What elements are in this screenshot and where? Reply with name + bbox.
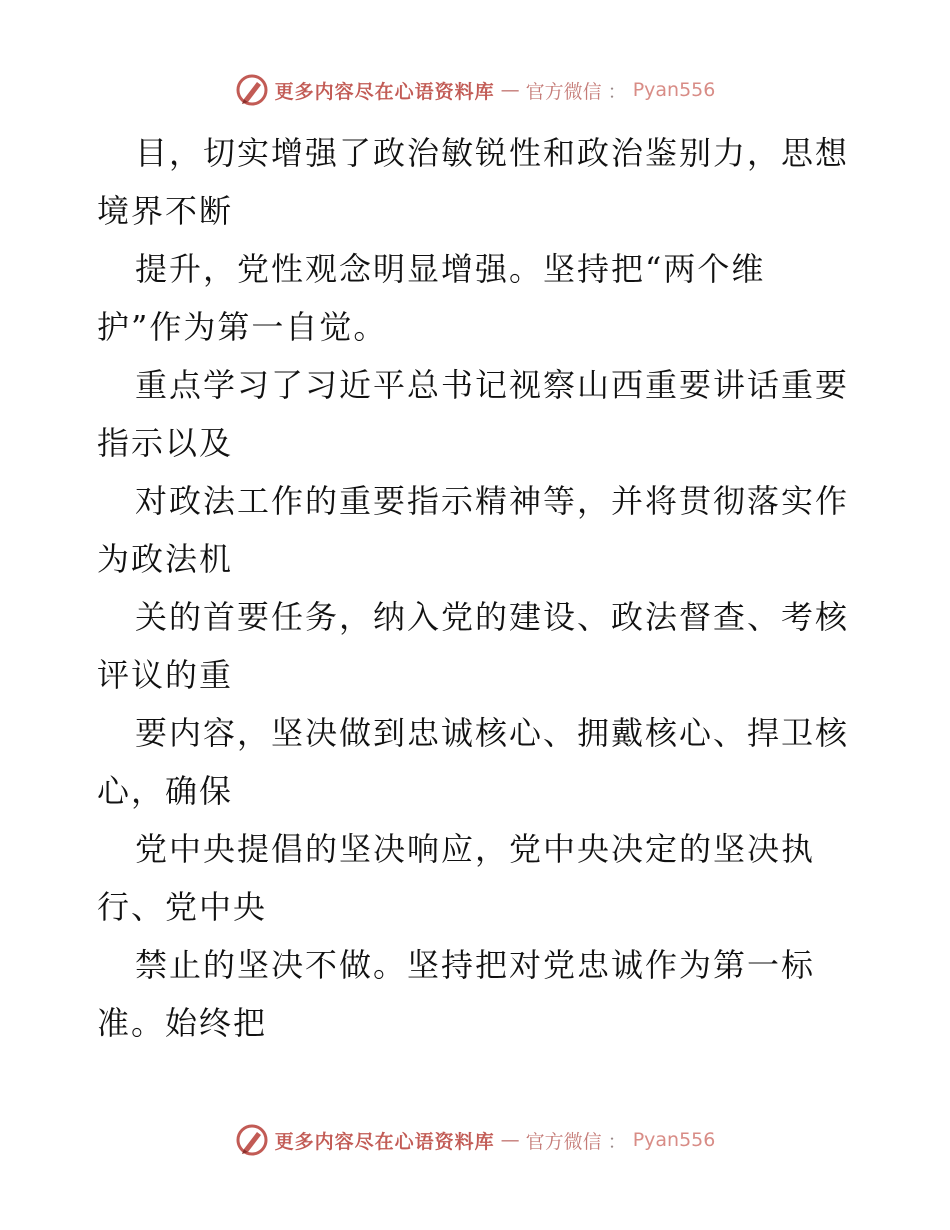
- paragraph-line: 禁止的坚决不做。坚持把对党忠诚作为第一标: [135, 946, 816, 984]
- banner-label: 官方微信: [525, 1130, 602, 1153]
- text-paragraph: [97, 472, 857, 588]
- paragraph-line: 指示以及: [97, 424, 234, 462]
- pen-logo-icon: [235, 73, 269, 107]
- paragraph-line: 目，切实增强了政治敏锐性和政治鉴别力，思想: [135, 134, 850, 172]
- paragraph-line: 关的首要任务，纳入党的建设、政法督查、考核: [135, 598, 850, 636]
- text-paragraph: [97, 704, 857, 820]
- paragraph-line: 要内容，坚决做到忠诚核心、拥戴核心、捍卫核: [135, 714, 850, 752]
- paragraph-line: 党中央提倡的坚决响应，党中央决定的坚决执: [135, 830, 816, 868]
- text-paragraph: [97, 588, 857, 704]
- paragraph-line: 为政法机: [97, 540, 234, 578]
- header-banner: [0, 73, 950, 107]
- pen-logo-icon: [235, 1123, 269, 1157]
- paragraph-line: 评议的重: [97, 656, 234, 694]
- paragraph-line: 重点学习了习近平总书记视察山西重要讲话重要: [135, 366, 850, 404]
- banner-dash: —: [500, 79, 520, 101]
- paragraph-line: 心，确保: [97, 772, 234, 810]
- text-paragraph: [97, 936, 857, 1052]
- footer-banner: [0, 1123, 950, 1157]
- paragraph-line: 行、党中央: [97, 888, 268, 926]
- paragraph-line: 境界不断: [97, 192, 234, 230]
- banner-brand: 更多内容尽在心语资料库: [274, 80, 495, 103]
- paragraph-line: 准。始终把: [97, 1004, 268, 1042]
- paragraph-line: 对政法工作的重要指示精神等，并将贯彻落实作: [135, 482, 850, 520]
- banner-separator: ：: [607, 80, 627, 103]
- document-body: [97, 124, 857, 1052]
- text-paragraph: [97, 240, 857, 356]
- text-paragraph: [97, 820, 857, 936]
- paragraph-line: 提升，党性观念明显增强。坚持把“两个维: [135, 250, 766, 288]
- banner-separator: ：: [607, 1130, 627, 1153]
- banner-wechat-id: Pyan556: [632, 79, 716, 101]
- text-paragraph: [97, 124, 857, 240]
- paragraph-line: 护”作为第一自觉。: [97, 308, 388, 346]
- banner-dash: —: [500, 1129, 520, 1151]
- text-paragraph: [97, 356, 857, 472]
- banner-wechat-id: Pyan556: [632, 1129, 716, 1151]
- banner-brand: 更多内容尽在心语资料库: [274, 1130, 495, 1153]
- banner-label: 官方微信: [525, 80, 602, 103]
